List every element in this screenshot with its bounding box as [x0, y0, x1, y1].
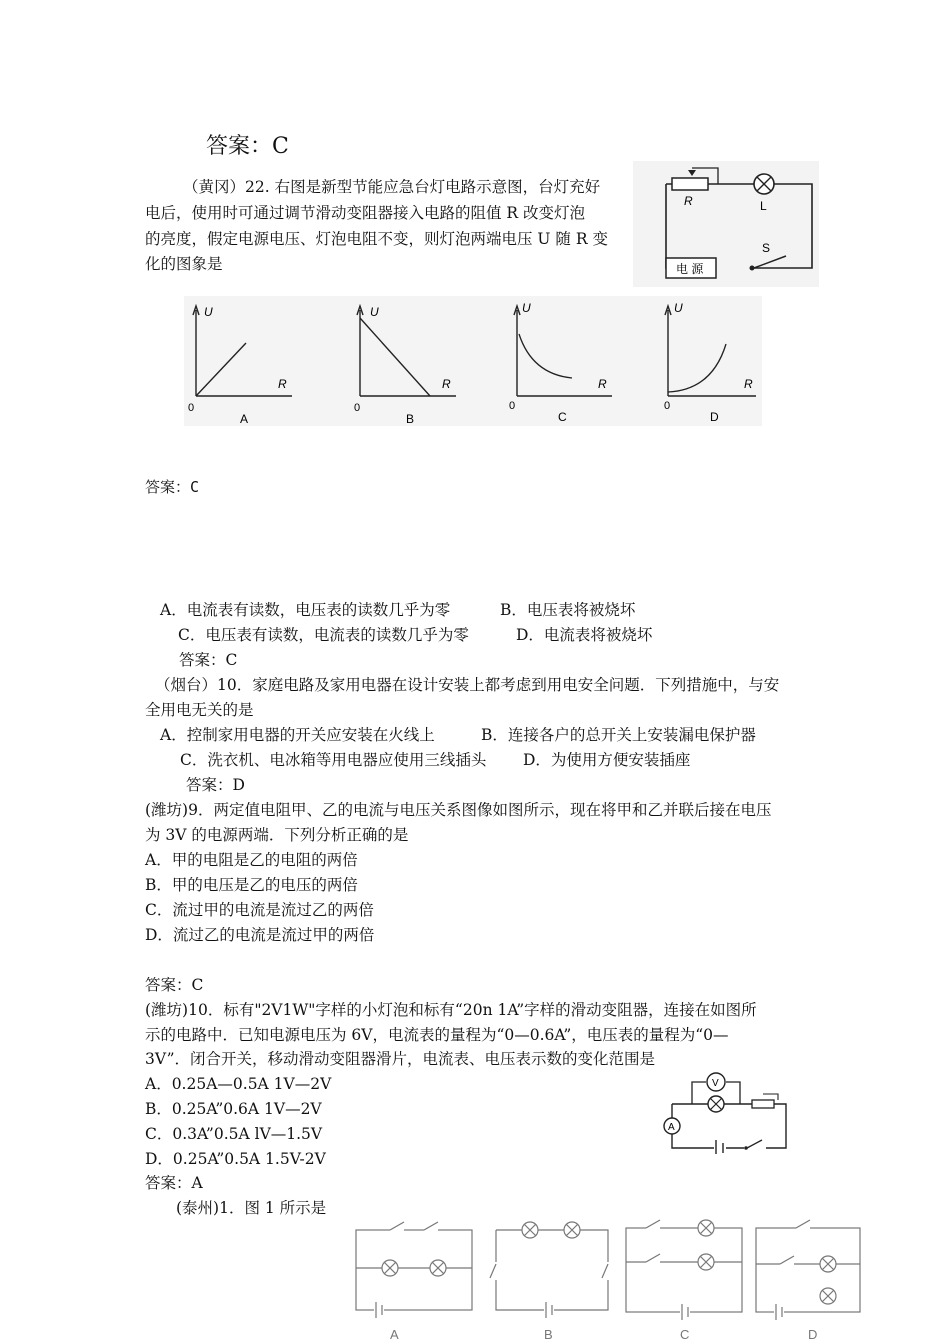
s-label: S: [762, 241, 771, 255]
ammeter-label: A: [668, 1122, 675, 1133]
question-text: （烟台）10．家庭电路及家用电器在设计安装上都考虑到用电安全问题．下列措施中，与安: [155, 676, 780, 694]
origin-label: 0: [509, 400, 516, 412]
question-text: 示的电路中．已知电源电压为 6V，电流表的量程为“0—0.6A”，电压表的量程为“0—: [145, 1026, 729, 1044]
option-c: C．流过甲的电流是流过乙的两倍: [145, 901, 374, 919]
question-text: 全用电无关的是: [145, 701, 254, 719]
r-label: R: [684, 194, 693, 208]
answer-text: 答案：A: [145, 1174, 203, 1192]
voltmeter-label: V: [712, 1078, 719, 1089]
option-c: C．洗衣机、电冰箱等用电器应使用三线插头: [180, 751, 487, 769]
graph-label-d: D: [710, 410, 719, 424]
option-d: D．流过乙的电流是流过甲的两倍: [145, 926, 375, 944]
axis-r: R: [598, 377, 607, 391]
question-text: 电后，使用时可通过调节滑动变阻器接入电路的阻值 R 改变灯泡: [145, 204, 586, 222]
question-text: （黄冈）22. 右图是新型节能应急台灯电路示意图，台灯充好: [183, 178, 601, 196]
answer-text: 答案：C: [145, 478, 200, 496]
option-d: D．为使用方便安装插座: [523, 751, 691, 769]
circuit-a: [356, 1222, 472, 1318]
option-a: A．电流表有读数，电压表的读数几乎为零: [160, 601, 451, 619]
question-text: 的亮度，假定电源电压、灯泡电阻不变，则灯泡两端电压 U 随 R 变: [145, 230, 608, 248]
option-a: A．0.25A—0.5A 1V—2V: [145, 1075, 332, 1093]
question-text: (泰州)1．图 1 所示是: [176, 1199, 327, 1217]
axis-r: R: [442, 377, 451, 391]
option-c: C．0.3A”0.5A lV—1.5V: [145, 1125, 323, 1143]
circuit-label-d: D: [808, 1327, 818, 1342]
circuit-options-figure: [350, 1212, 870, 1342]
axis-r: R: [744, 377, 753, 391]
l-label: L: [760, 199, 767, 213]
answer-text: 答案：D: [186, 776, 245, 794]
option-b: B．电压表将被烧坏: [500, 601, 636, 619]
circuit-label-a: A: [390, 1327, 399, 1342]
lamp-circuit-diagram: [632, 160, 820, 288]
circuit-label-b: B: [544, 1327, 553, 1342]
question-text: 3V”．闭合开关，移动滑动变阻器滑片，电流表、电压表示数的变化范围是: [145, 1050, 656, 1068]
option-b: B．0.25A”0.6A 1V—2V: [145, 1100, 322, 1118]
circuit-d: [756, 1220, 860, 1320]
question-text: (潍坊)10．标有"2V1W"字样的小灯泡和标有“20n 1A”字样的滑动变阻器，连接在如图所: [145, 1001, 757, 1019]
axis-u: U: [522, 301, 531, 315]
graph-label-c: C: [558, 410, 567, 424]
rheostat-icon: [672, 178, 708, 190]
circuit-label-c: C: [680, 1327, 690, 1342]
circuit-c: [626, 1220, 742, 1320]
option-b: B．连接各户的总开关上安装漏电保护器: [481, 726, 756, 744]
option-d: D．电流表将被烧坏: [516, 626, 653, 644]
answer-heading: 答案：C: [206, 134, 289, 159]
axis-u: U: [204, 305, 213, 319]
origin-label: 0: [664, 400, 671, 412]
question-text: (潍坊)9．两定值电阻甲、乙的电流与电压关系图像如图所示，现在将甲和乙并联后接在电压: [145, 801, 772, 819]
axis-u: U: [370, 305, 379, 319]
axis-r: R: [278, 377, 287, 391]
option-d: D．0.25A”0.5A 1.5V-2V: [145, 1150, 326, 1168]
option-a: A．控制家用电器的开关应安装在火线上: [160, 726, 435, 744]
u-r-graph-options: [184, 296, 762, 426]
option-c: C．电压表有读数，电流表的读数几乎为零: [178, 626, 469, 644]
circuit-b: [490, 1222, 614, 1318]
graph-label-a: A: [240, 412, 249, 426]
question-text: 为 3V 的电源两端．下列分析正确的是: [145, 826, 409, 844]
source-label: 电 源: [676, 262, 704, 276]
option-b: B．甲的电压是乙的电压的两倍: [145, 876, 358, 894]
origin-label: 0: [188, 402, 195, 414]
graph-label-b: B: [406, 412, 415, 426]
rheostat-circuit-diagram: [658, 1070, 792, 1154]
rheostat-icon: [752, 1100, 774, 1108]
axis-u: U: [674, 301, 683, 315]
origin-label: 0: [354, 402, 361, 414]
option-a: A．甲的电阻是乙的电阻的两倍: [145, 851, 358, 869]
answer-text: 答案：C: [145, 976, 204, 994]
question-text: 化的图象是: [145, 255, 223, 273]
answer-text: 答案：C: [179, 651, 238, 669]
